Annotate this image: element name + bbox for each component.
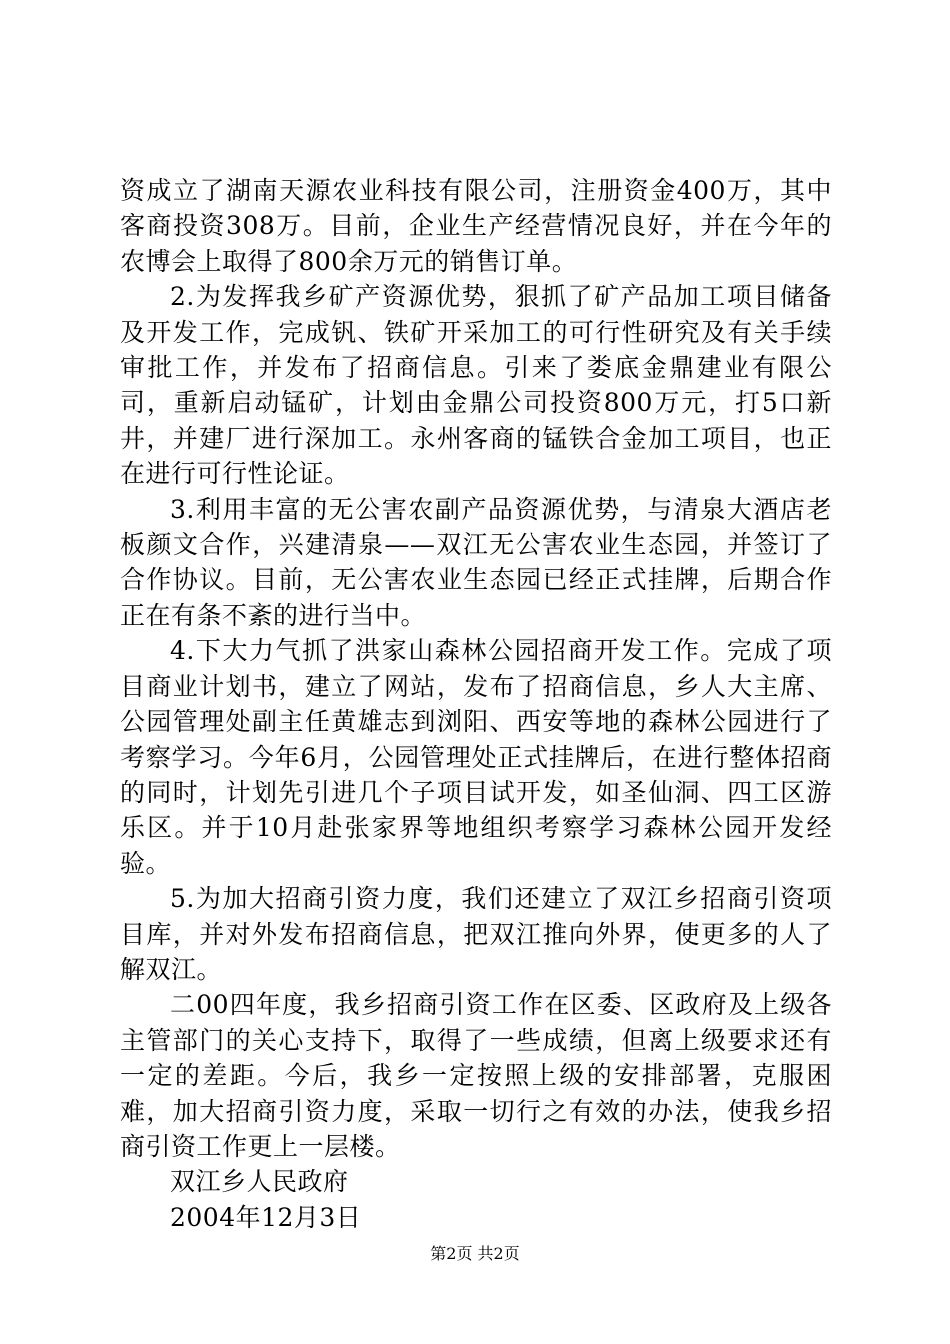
paragraph-item-4-forest-park: 4.下大力气抓了洪家山森林公园招商开发工作。完成了项目商业计划书，建立了网站，发布了招商信息，乡人大主席、公园管理处副主任黄雄志到浏阳、西安等地的森林公园进行了考察学习。今年6月，公园管理处正式挂牌后，在进行整体招商的同时，计划先引进几个子项目试开发，如圣仙洞、四工区游乐区。并于10月赴张家界等地组织考察学习森林公园开发经验。 (120, 636, 832, 878)
document-body (120, 173, 832, 1235)
signature-organization: 双江乡人民政府 (170, 1167, 349, 1197)
paragraph-continued-intro: 资成立了湖南天源农业科技有限公司，注册资金400万，其中客商投资308万。目前，企业生产经营情况良好，并在今年的农博会上取得了800余万元的销售订单。 (120, 176, 832, 276)
signature-date: 2004年12月3日 (170, 1202, 362, 1232)
paragraph-summary: 二00四年度，我乡招商引资工作在区委、区政府及上级各主管部门的关心支持下，取得了一些成绩，但离上级要求还有一定的差距。今后，我乡一定按照上级的安排部署，克服困难，加大招商引资力度，采取一切行之有效的办法，使我乡招商引资工作更上一层楼。 (120, 990, 832, 1161)
paragraph-item-5-project-library: 5.为加大招商引资力度，我们还建立了双江乡招商引资项目库，并对外发布招商信息，把双江推向外界，使更多的人了解双江。 (120, 884, 832, 984)
paragraph-item-2-mining: 2.为发挥我乡矿产资源优势，狠抓了矿产品加工项目储备及开发工作，完成钒、铁矿开采加工的可行性研究及有关手续审批工作，并发布了招商信息。引来了娄底金鼎建业有限公司，重新启动锰矿，计划由金鼎公司投资800万元，打5口新井，并建厂进行深加工。永州客商的锰铁合金加工项目，也正在进行可行性论证。 (120, 282, 832, 489)
page-number-footer: 第2页 共2页 (430, 1244, 520, 1263)
paragraph-item-3-eco-park: 3.利用丰富的无公害农副产品资源优势，与清泉大酒店老板颜文合作，兴建清泉——双江无公害农业生态园，并签订了合作协议。目前，无公害农业生态园已经正式挂牌，后期合作正在有条不紊的进行当中。 (120, 494, 832, 630)
